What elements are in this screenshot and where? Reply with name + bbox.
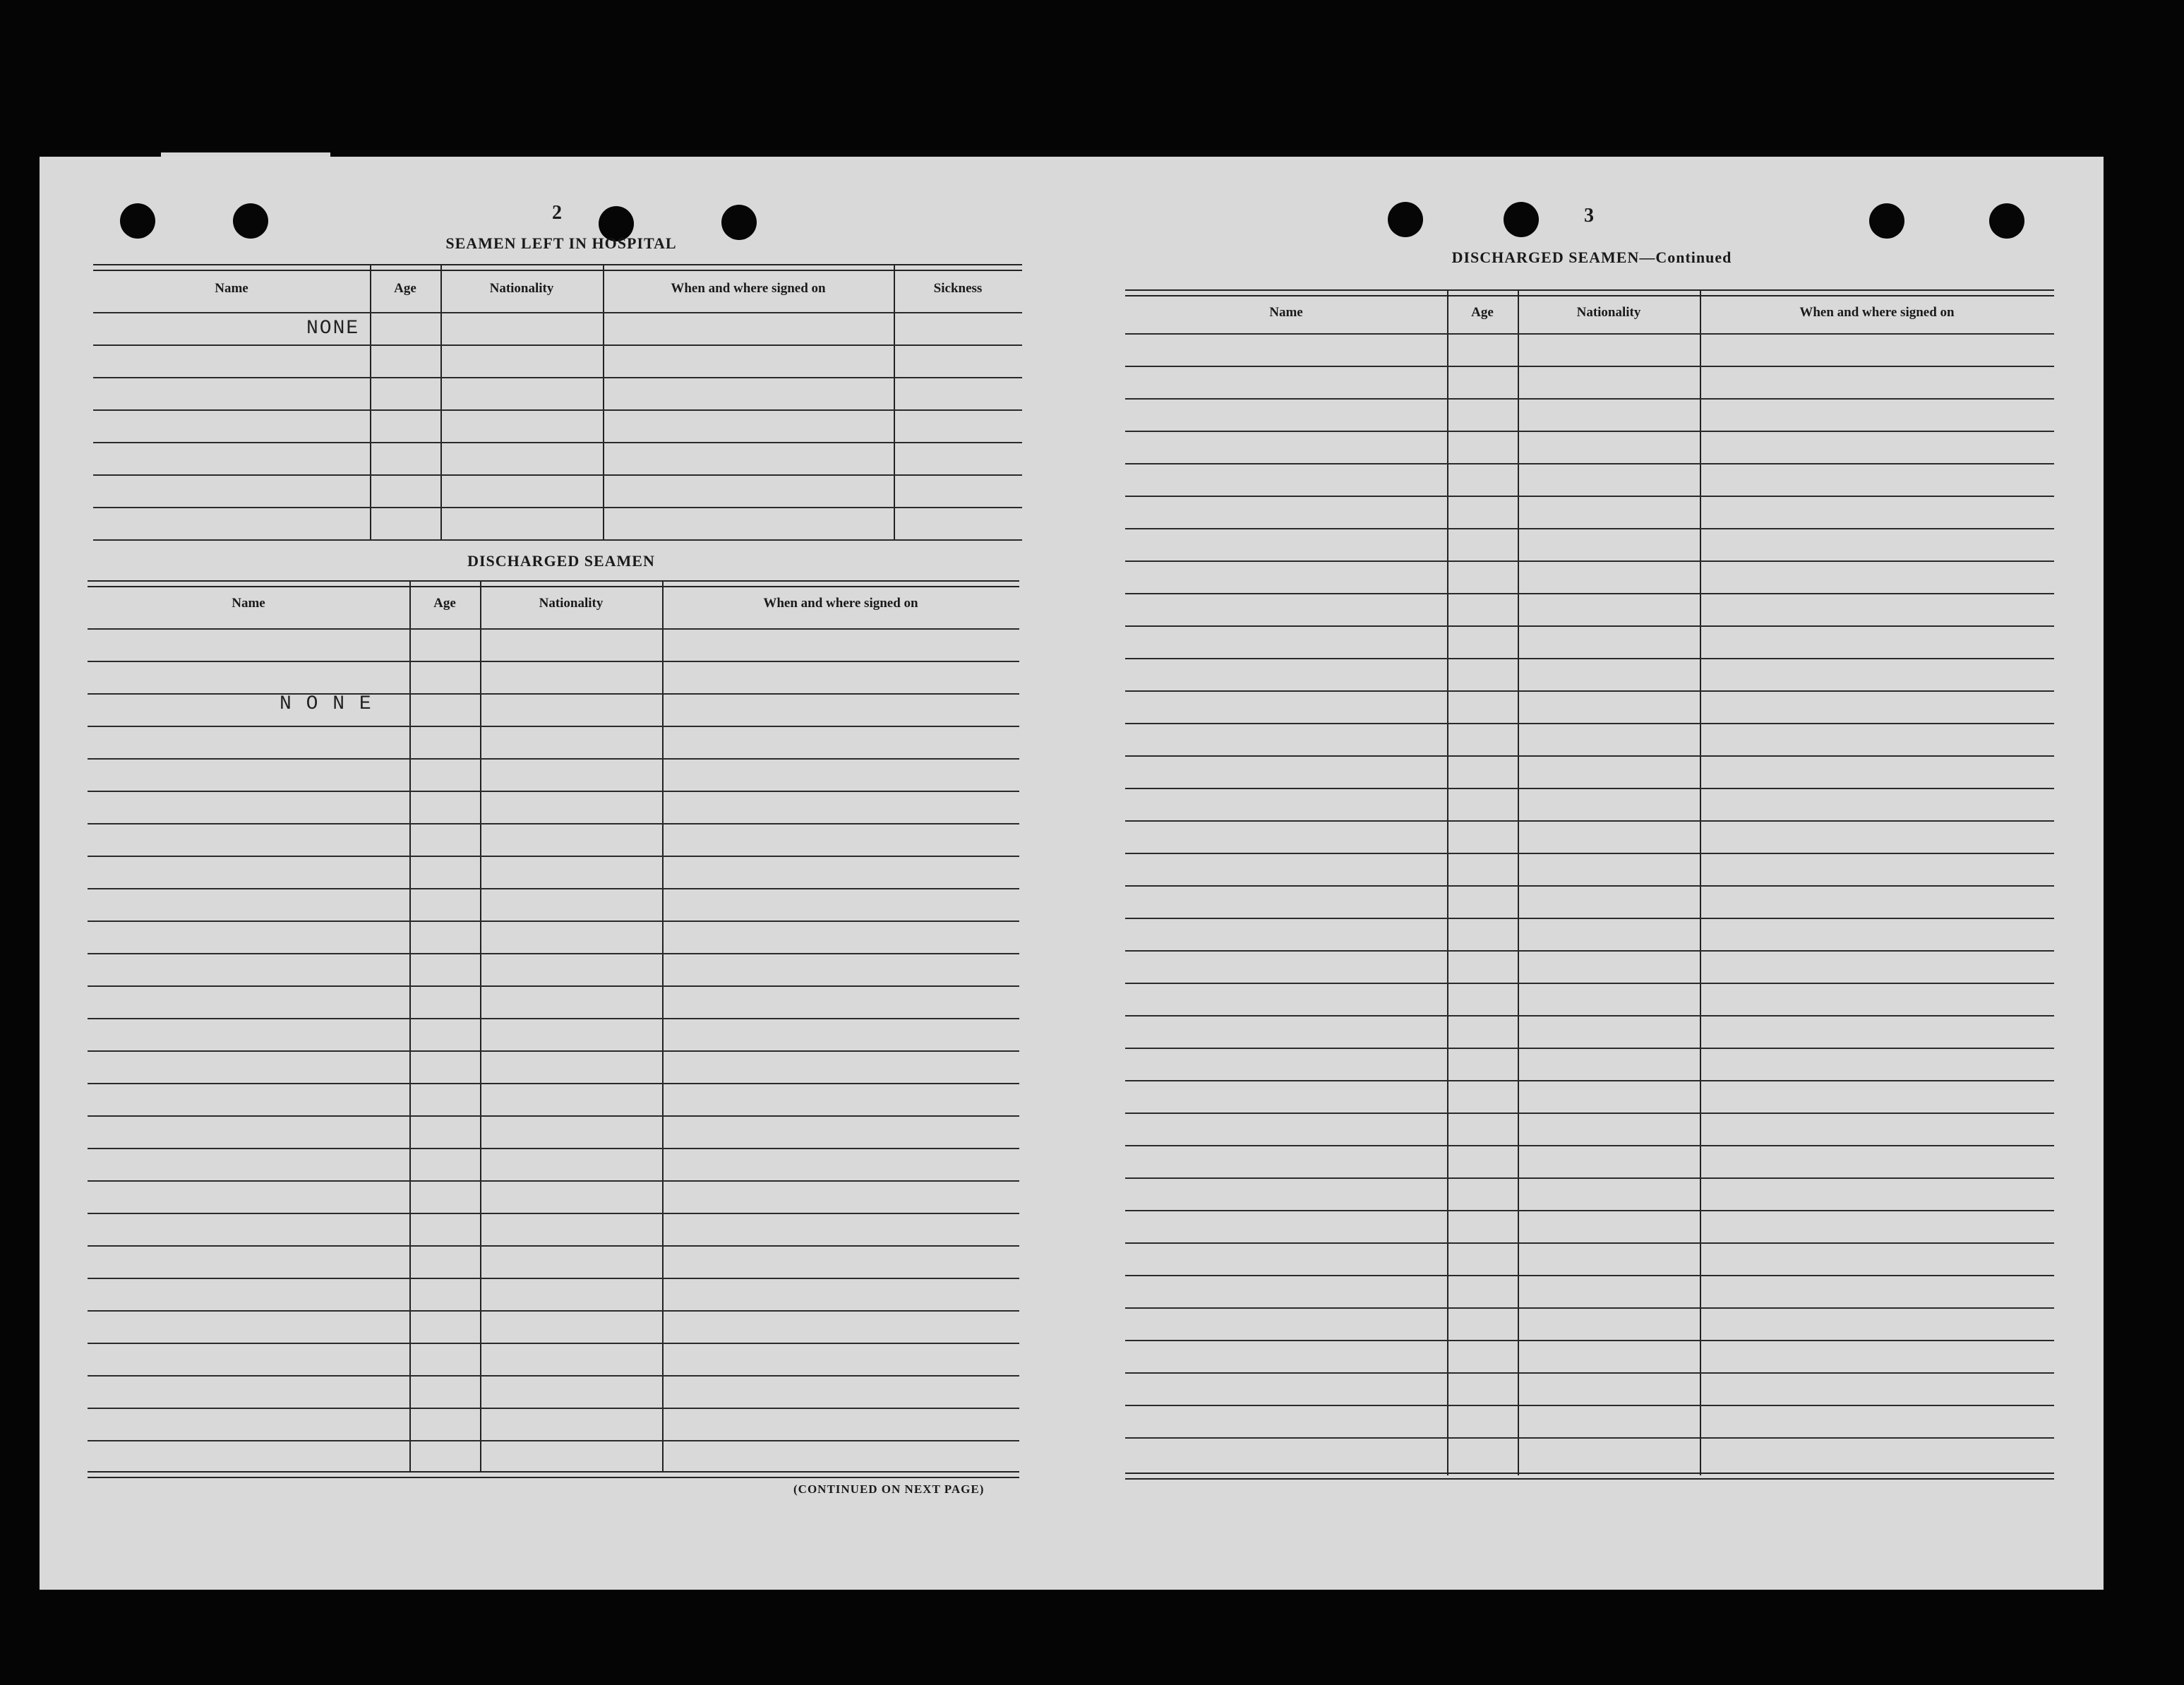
punch-hole (1504, 202, 1539, 237)
column-header: When and where signed on (671, 281, 826, 296)
column-header: Age (394, 281, 416, 296)
column-header: Sickness (933, 281, 983, 296)
hospital-entry-none: NONE (306, 318, 360, 340)
hospital-table (93, 264, 1022, 541)
punch-hole (233, 203, 268, 239)
column-header: Nationality (489, 281, 554, 296)
column-header: When and where signed on (763, 596, 918, 611)
column-header: Name (232, 596, 265, 611)
column-header: Nationality (1576, 305, 1641, 320)
punch-hole (1869, 203, 1904, 239)
punch-hole (1989, 203, 2024, 239)
page-number-left: 2 (552, 202, 562, 224)
column-header: Name (215, 281, 248, 296)
discharged-continued-title: DISCHARGED SEAMEN—Continued (1451, 248, 1732, 266)
column-header: When and where signed on (1799, 305, 1955, 320)
discharged-entry-none: N O N E (280, 693, 373, 715)
hospital-table-title: SEAMEN LEFT IN HOSPITAL (445, 234, 677, 252)
column-header: Name (1269, 305, 1303, 320)
column-header: Age (433, 596, 456, 611)
discharged-table-title: DISCHARGED SEAMEN (467, 552, 655, 570)
discharged-table (88, 580, 1019, 1477)
punch-hole (120, 203, 155, 239)
discharged-continued-table (1125, 289, 2054, 1480)
continued-note: (CONTINUED ON NEXT PAGE) (793, 1482, 985, 1496)
column-header: Age (1471, 305, 1494, 320)
page-number-right: 3 (1584, 205, 1594, 227)
punch-hole (1388, 202, 1423, 237)
column-header: Nationality (539, 596, 604, 611)
